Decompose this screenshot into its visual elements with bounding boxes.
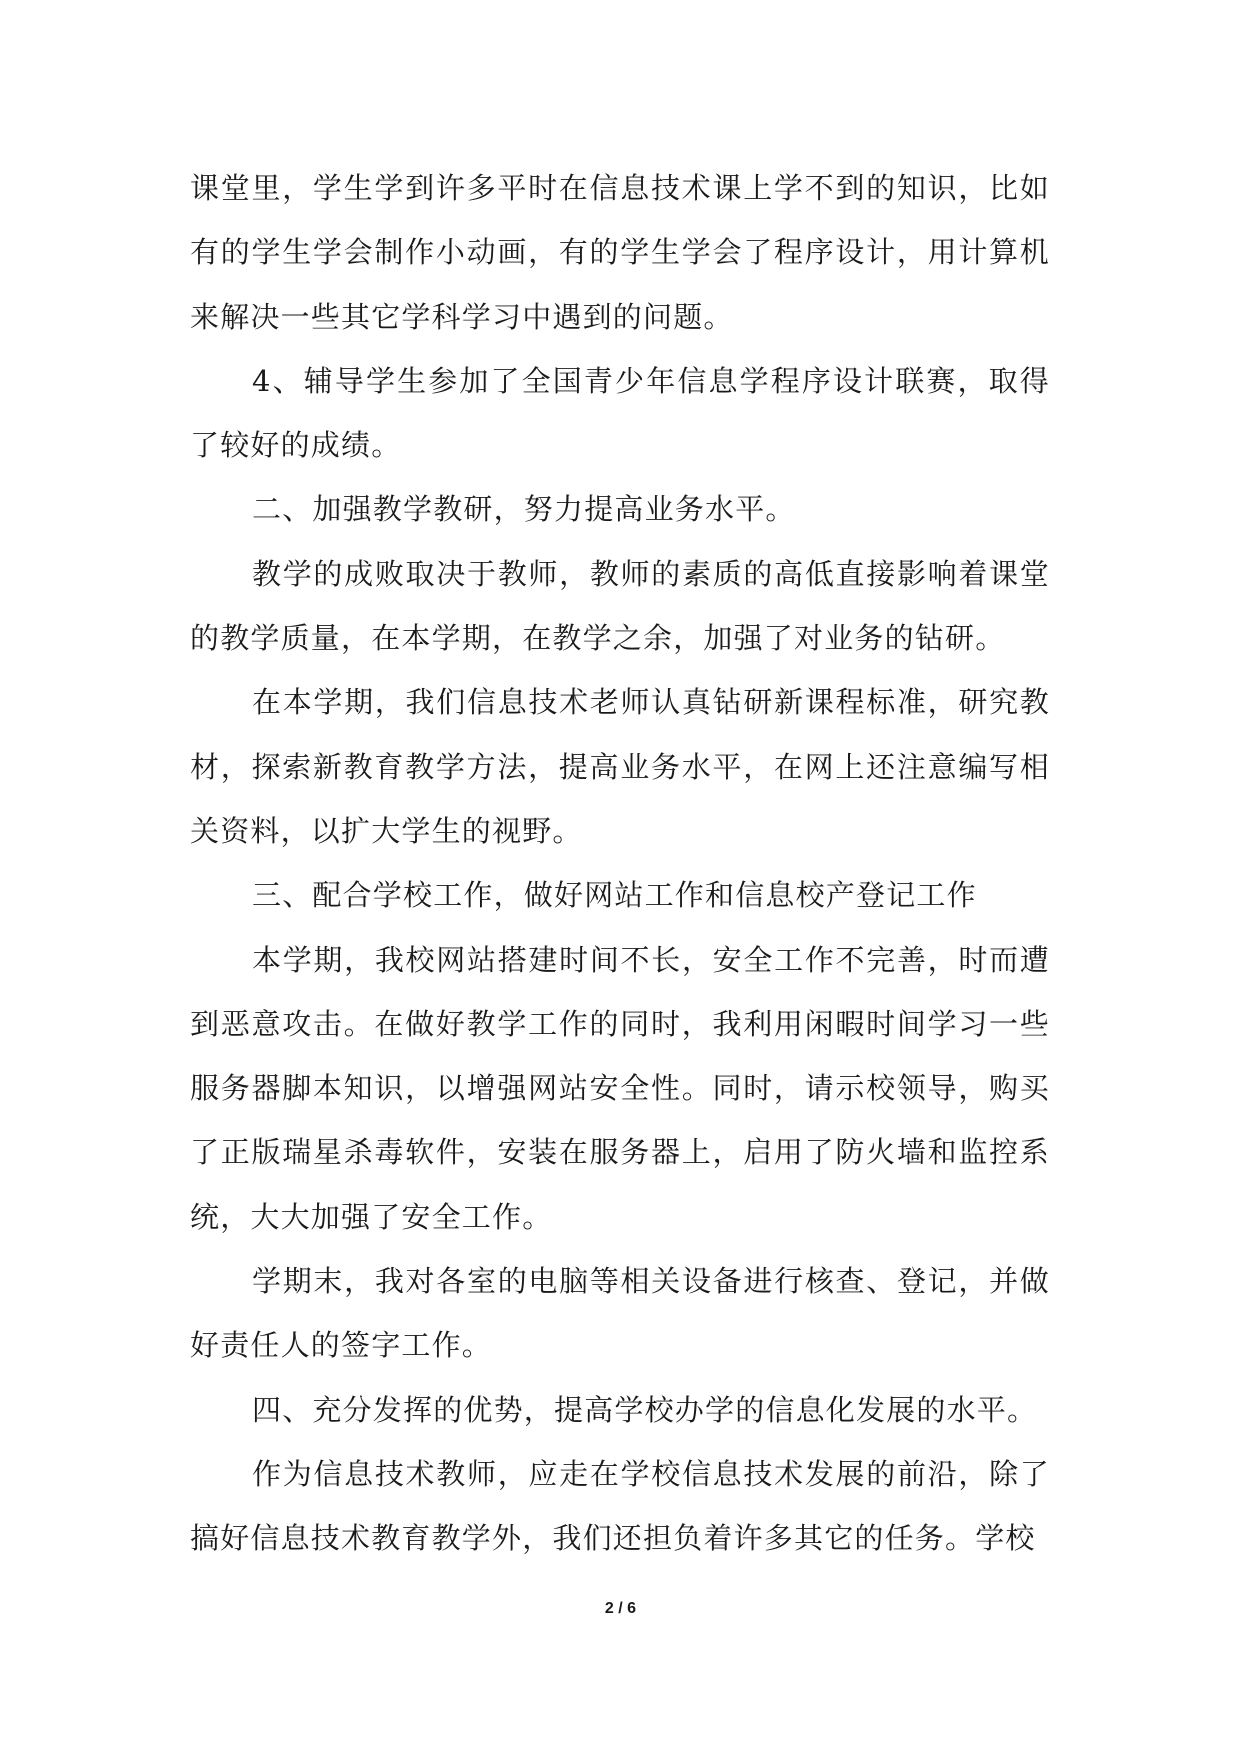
paragraph-2: 4、辅导学生参加了全国青少年信息学程序设计联赛，取得了较好的成绩。 [190,363,1050,463]
section-heading-4: 四、充分发挥的优势，提高学校办学的信息化发展的水平。 [252,1392,1038,1427]
section-heading-3: 三、配合学校工作，做好网站工作和信息校产登记工作 [252,878,977,913]
paragraph-4: 教学的成败取决于教师，教师的素质的高低直接影响着课堂的教学质量，在本学期，在教学之余，加强了对业务的钻研。 [190,556,1050,656]
paragraph-5: 在本学期，我们信息技术老师认真钻研新课程标准，研究教材，探索新教育教学方法，提高业务水平，在网上还注意编写相关资料，以扩大学生的视野。 [190,685,1050,848]
page-number: 2 / 6 [604,1600,637,1617]
section-heading-2: 二、加强教学教研，努力提高业务水平。 [252,492,796,527]
paragraph-7: 本学期，我校网站搭建时间不长，安全工作不完善，时而遭到恶意攻击。在做好教学工作的同时，我利用闲暇时间学习一些服务器脚本知识，以增强网站安全性。同时，请示校领导，购买了正版瑞星杀毒软件，安装在服务器上，启用了防火墙和监控系统，大大加强了安全工作。 [190,942,1050,1234]
document-body [190,156,1050,1571]
paragraph-1: 课堂里，学生学到许多平时在信息技术课上学不到的知识，比如有的学生学会制作小动画，有的学生学会了程序设计，用计算机来解决一些其它学科学习中遇到的问题。 [190,171,1050,334]
paragraph-8: 学期末，我对各室的电脑等相关设备进行核查、登记，并做好责任人的签字工作。 [190,1264,1050,1363]
paragraph-10: 作为信息技术教师，应走在学校信息技术发展的前沿，除了搞好信息技术教育教学外，我们还担负着许多其它的任务。学校 [190,1456,1050,1556]
